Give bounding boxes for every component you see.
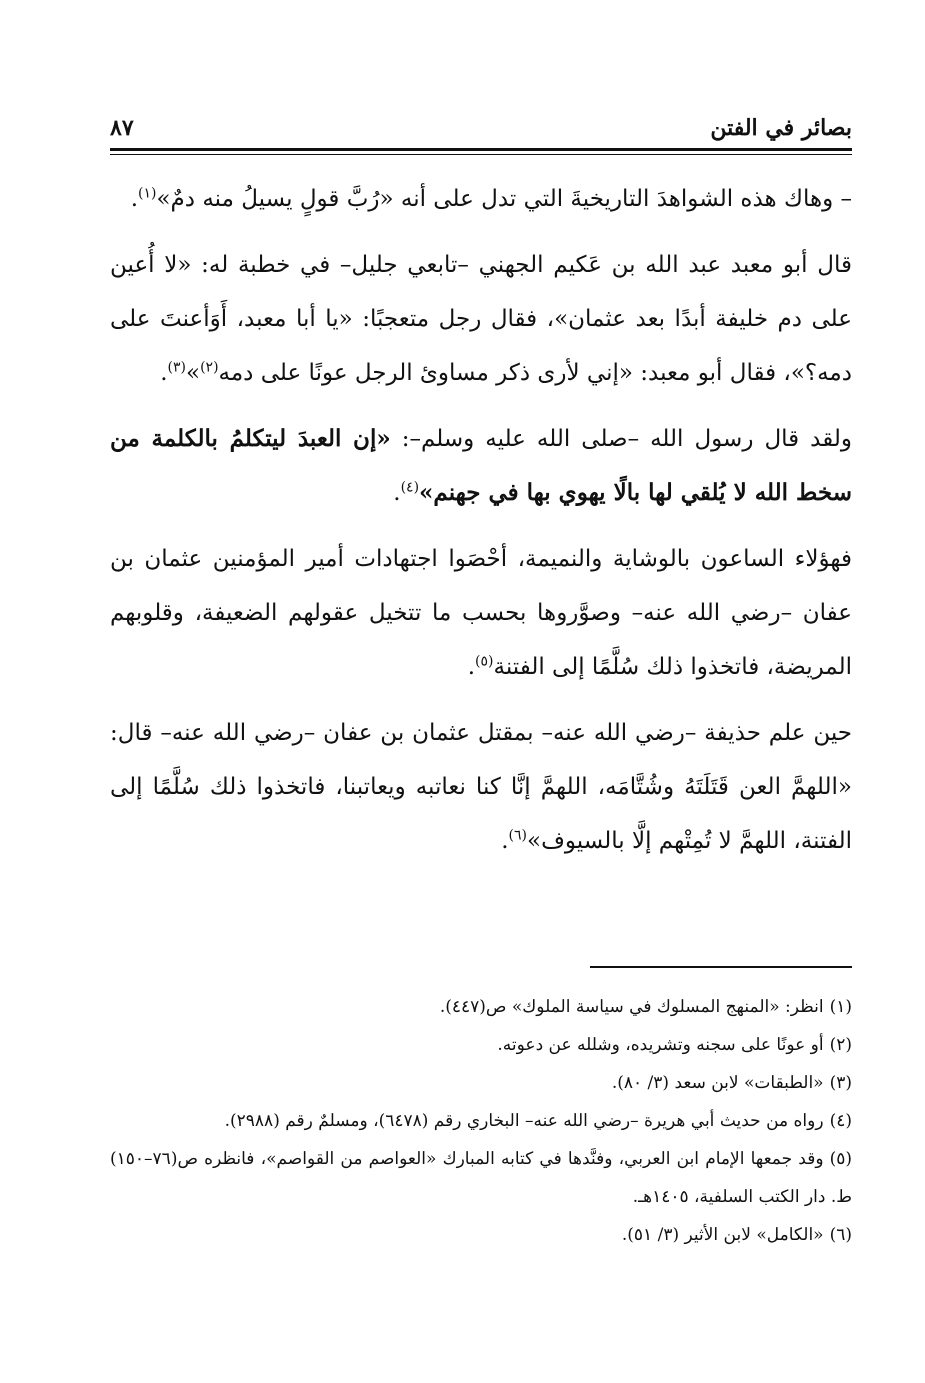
footnote-3 — [110, 1064, 852, 1102]
footnote-text: أو عونًا على سجنه وتشريده، وشلله عن دعوته. — [497, 1035, 824, 1055]
paragraph-5-end: . — [501, 828, 509, 854]
footnote-2 — [110, 1026, 852, 1064]
paragraph-3-end: . — [393, 480, 401, 506]
footnote-ref-4: (٤) — [400, 479, 420, 496]
footnote-ref-2: (٢) — [200, 359, 219, 376]
main-text — [110, 172, 852, 880]
paragraph-4-text: فهؤلاء الساعون بالوشاية والنميمة، أحْصَوا اجتهادات أمير المؤمنين عثمان بن عفان –رضي الله عنه– وصوَّروها بحسب ما تتخيل عقولهم الضعيفة، وقلوبهم المريضة، فاتخذوا ذلك سُلَّمًا إلى الفتنة — [110, 546, 852, 680]
footnote-text: «الطبقات» لابن سعد (٣/ ٨٠). — [611, 1073, 824, 1093]
header-rule-thick — [110, 148, 852, 151]
footnote-4 — [110, 1102, 852, 1140]
paragraph-5 — [110, 706, 852, 868]
footnote-number: (٥) — [829, 1149, 852, 1169]
page-header — [110, 110, 852, 146]
footnote-separator — [590, 966, 852, 968]
footnote-5 — [110, 1140, 852, 1216]
paragraph-5-text: حين علم حذيفة –رضي الله عنه– بمقتل عثمان بن عفان –رضي الله عنه– قال: «اللهمَّ العن قَتَلَتَهُ وشُتَّامَه، اللهمَّ إنَّا كنا نعاتبه ويعاتبنا، فاتخذوا ذلك سُلَّمًا إلى الفتنة، اللهمَّ لا تُمِتْهم إلَّا بالسيوف» — [110, 720, 852, 854]
hadith-quote: «إن العبدَ ليتكلمُ بالكلمة من سخط الله لا يُلقي لها بالًا يهوي بها في جهنم» — [110, 425, 852, 506]
footnote-text: وقد جمعها الإمام ابن العربي، وفنَّدها في كتابه المبارك «العواصم من القواصم»، فانظره ص(٧٦–١٥٠) ط. دار الكتب السلفية، ١٤٠٥هـ. — [110, 1149, 852, 1207]
paragraph-1-end: . — [130, 186, 138, 212]
footnote-text: «الكامل» لابن الأثير (٣/ ٥١). — [621, 1225, 824, 1245]
paragraph-3 — [110, 412, 852, 520]
paragraph-1-text: – وهاك هذه الشواهدَ التاريخيةَ التي تدل على أنه «رُبَّ قولٍ يسيلُ منه دمٌ» — [156, 186, 852, 212]
header-rule-thin — [110, 154, 852, 155]
footnote-1 — [110, 988, 852, 1026]
paragraph-2 — [110, 238, 852, 400]
footnote-text: رواه من حديث أبي هريرة –رضي الله عنه– البخاري رقم (٦٤٧٨)، ومسلمٌ رقم (٢٩٨٨). — [224, 1111, 824, 1131]
footnote-ref-6: (٦) — [508, 827, 527, 844]
footnote-number: (٤) — [829, 1111, 852, 1131]
paragraph-2-quote-close: » — [185, 360, 201, 386]
footnote-ref-3: (٣) — [167, 359, 186, 376]
paragraph-1 — [110, 172, 852, 226]
footnote-number: (٦) — [829, 1225, 852, 1245]
paragraph-4-end: . — [467, 654, 476, 680]
footnote-number: (٣) — [829, 1073, 852, 1093]
running-title: بصائر في الفتن — [710, 115, 852, 141]
paragraph-4 — [110, 532, 852, 694]
footnote-ref-5: (٥) — [475, 653, 494, 670]
footnote-6 — [110, 1216, 852, 1254]
paragraph-3-text: ولقد قال رسول الله –صلى الله عليه وسلم–: — [390, 426, 852, 452]
footnote-number: (٢) — [829, 1035, 852, 1055]
paragraph-2-end: . — [160, 360, 168, 386]
footnotes — [110, 988, 852, 1254]
footnote-text: انظر: «المنهج المسلوك في سياسة الملوك» ص(٤٤٧). — [439, 997, 824, 1017]
paragraph-2-text: قال أبو معبد عبد الله بن عَكيم الجهني –تابعي جليل– في خطبة له: «لا أُعين على دم خليفة أبدًا بعد عثمان»، فقال رجل متعجبًا: «يا أبا معبد، أَوَأعنتَ على دمه؟»، فقال أبو معبد: «إني لأرى ذكر مساوئ الرجل عونًا على دمه — [110, 252, 852, 386]
footnote-number: (١) — [829, 997, 852, 1017]
footnote-ref-1: (١) — [138, 185, 157, 202]
page-number: ٨٧ — [110, 115, 134, 141]
